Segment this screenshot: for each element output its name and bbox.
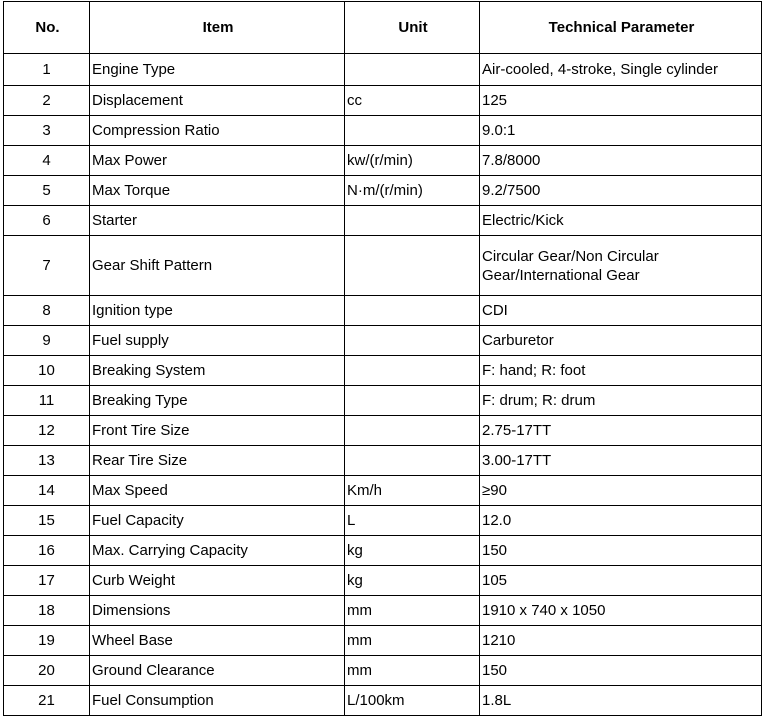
cell-no: 16 [4,536,90,566]
cell-item: Starter [90,206,345,236]
cell-param: Air-cooled, 4-stroke, Single cylinder [480,54,762,86]
cell-param: 2.75-17TT [480,416,762,446]
table-row [4,386,762,416]
cell-no: 17 [4,566,90,596]
cell-no: 15 [4,506,90,536]
table-row [4,506,762,536]
cell-unit: L [345,506,480,536]
cell-param: 1.8L [480,686,762,716]
cell-param: 7.8/8000 [480,146,762,176]
cell-param: 125 [480,86,762,116]
cell-param: 9.0:1 [480,116,762,146]
cell-item: Max Power [90,146,345,176]
cell-unit: mm [345,656,480,686]
table-row [4,446,762,476]
cell-no: 18 [4,596,90,626]
cell-item: Dimensions [90,596,345,626]
cell-unit [345,386,480,416]
cell-unit: kw/(r/min) [345,146,480,176]
cell-param: Carburetor [480,326,762,356]
cell-param: Circular Gear/Non Circular Gear/International Gear [480,236,762,296]
cell-item: Breaking Type [90,386,345,416]
cell-param: F: drum; R: drum [480,386,762,416]
table-row [4,236,762,296]
cell-unit: N·m/(r/min) [345,176,480,206]
cell-no: 4 [4,146,90,176]
cell-item: Max. Carrying Capacity [90,536,345,566]
cell-no: 21 [4,686,90,716]
cell-unit: kg [345,566,480,596]
cell-param: 12.0 [480,506,762,536]
cell-no: 6 [4,206,90,236]
cell-unit [345,296,480,326]
cell-param: 1210 [480,626,762,656]
cell-unit: kg [345,536,480,566]
cell-item: Breaking System [90,356,345,386]
header-row [4,2,762,54]
table-row [4,626,762,656]
table-row [4,206,762,236]
table-row [4,326,762,356]
header-param: Technical Parameter [480,2,762,54]
cell-item: Fuel Consumption [90,686,345,716]
table-row [4,54,762,86]
cell-param: F: hand; R: foot [480,356,762,386]
cell-no: 8 [4,296,90,326]
cell-item: Max Torque [90,176,345,206]
cell-item: Curb Weight [90,566,345,596]
cell-no: 3 [4,116,90,146]
cell-param: ≥90 [480,476,762,506]
table-row [4,566,762,596]
table-row [4,296,762,326]
cell-item: Ground Clearance [90,656,345,686]
cell-unit [345,326,480,356]
cell-unit: cc [345,86,480,116]
cell-no: 19 [4,626,90,656]
cell-param: Electric/Kick [480,206,762,236]
cell-item: Front Tire Size [90,416,345,446]
cell-param: 150 [480,656,762,686]
cell-item: Rear Tire Size [90,446,345,476]
table-row [4,176,762,206]
cell-unit [345,446,480,476]
table-row [4,536,762,566]
cell-item: Fuel Capacity [90,506,345,536]
cell-item: Fuel supply [90,326,345,356]
cell-no: 12 [4,416,90,446]
cell-no: 11 [4,386,90,416]
cell-unit [345,54,480,86]
cell-unit: L/100km [345,686,480,716]
cell-no: 10 [4,356,90,386]
cell-param: 150 [480,536,762,566]
cell-no: 2 [4,86,90,116]
cell-param: 105 [480,566,762,596]
cell-item: Max Speed [90,476,345,506]
cell-unit [345,116,480,146]
table-row [4,686,762,716]
cell-unit: mm [345,596,480,626]
table-row [4,116,762,146]
table-row [4,416,762,446]
cell-no: 14 [4,476,90,506]
cell-unit: mm [345,626,480,656]
cell-no: 5 [4,176,90,206]
cell-no: 20 [4,656,90,686]
cell-no: 13 [4,446,90,476]
table-row [4,86,762,116]
cell-item: Displacement [90,86,345,116]
header-no: No. [4,2,90,54]
header-unit: Unit [345,2,480,54]
cell-no: 1 [4,54,90,86]
cell-item: Wheel Base [90,626,345,656]
cell-item: Gear Shift Pattern [90,236,345,296]
cell-param: CDI [480,296,762,326]
table-row [4,476,762,506]
cell-param: 3.00-17TT [480,446,762,476]
cell-no: 7 [4,236,90,296]
cell-unit [345,206,480,236]
header-item: Item [90,2,345,54]
cell-unit [345,356,480,386]
cell-no: 9 [4,326,90,356]
spec-table [3,1,762,716]
table-row [4,356,762,386]
cell-unit: Km/h [345,476,480,506]
table-row [4,596,762,626]
table-row [4,656,762,686]
cell-param: 1910 x 740 x 1050 [480,596,762,626]
cell-item: Ignition type [90,296,345,326]
table-row [4,146,762,176]
cell-unit [345,416,480,446]
cell-item: Compression Ratio [90,116,345,146]
cell-item: Engine Type [90,54,345,86]
cell-unit [345,236,480,296]
cell-param: 9.2/7500 [480,176,762,206]
